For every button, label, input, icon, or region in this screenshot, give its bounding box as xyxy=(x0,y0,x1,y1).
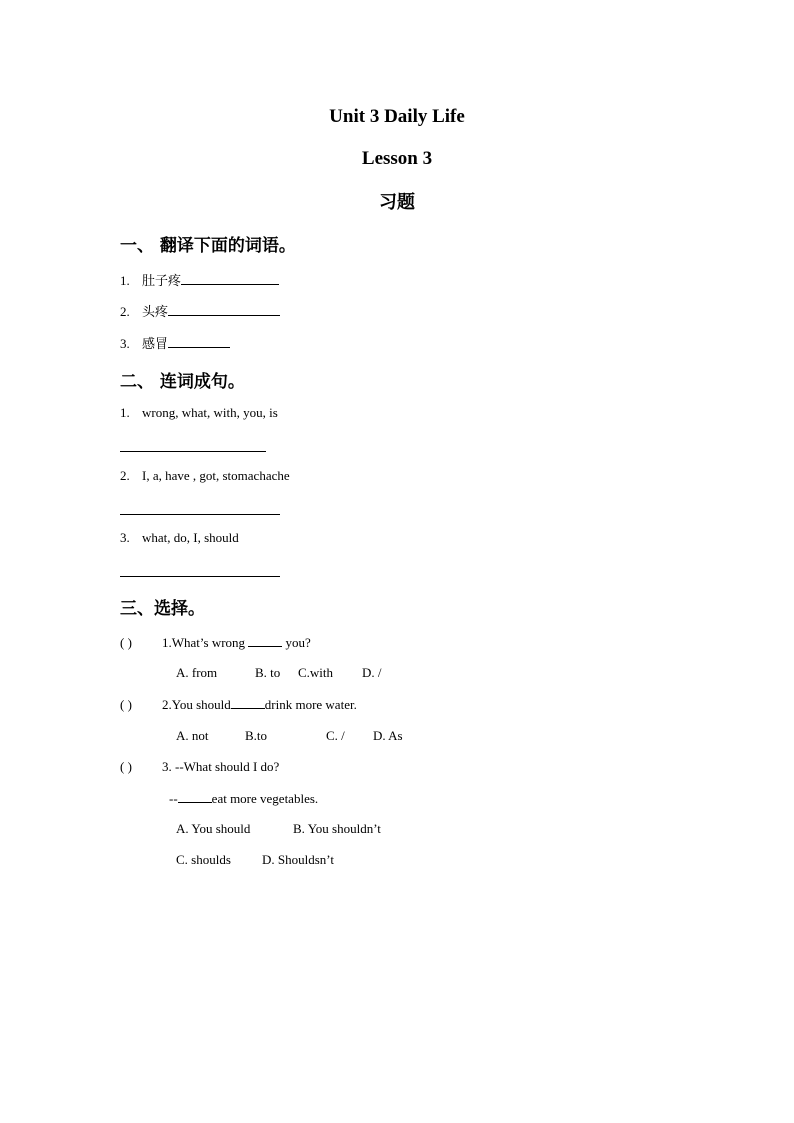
option-a[interactable]: A. from xyxy=(176,665,218,680)
response-text: eat more vegetables. xyxy=(211,791,319,806)
question-3 xyxy=(120,759,279,775)
answer-blank[interactable] xyxy=(178,790,212,803)
item-text: what, do, I, should xyxy=(142,530,239,545)
answer-line[interactable] xyxy=(120,514,280,515)
section2-item-1 xyxy=(120,405,278,421)
question-1 xyxy=(120,634,311,651)
question-text-after: drink more water. xyxy=(264,697,357,712)
exercise-subtitle: 习题 xyxy=(379,192,415,213)
section2-item-2 xyxy=(120,468,290,484)
answer-blank[interactable] xyxy=(248,634,282,647)
lesson-title: Lesson 3 xyxy=(361,148,433,169)
answer-blank[interactable] xyxy=(231,696,265,709)
question-text-after: you? xyxy=(282,635,311,650)
section2-heading: 二、 连词成句。 xyxy=(120,372,245,392)
response-prefix: -- xyxy=(169,791,178,806)
question-3-options-row2 xyxy=(176,852,334,868)
question-2 xyxy=(120,696,357,713)
section1-item-3 xyxy=(120,333,230,352)
option-d[interactable]: D. / xyxy=(362,665,382,680)
answer-blank[interactable] xyxy=(181,272,279,285)
item-text: 肚子疼 xyxy=(142,274,182,289)
answer-parentheses[interactable]: ( ) xyxy=(120,759,132,774)
option-b[interactable]: B.to xyxy=(245,728,268,743)
option-d[interactable]: D. As xyxy=(373,728,403,743)
answer-line[interactable] xyxy=(120,451,266,452)
item-text: 头疼 xyxy=(142,305,169,320)
answer-blank[interactable] xyxy=(168,303,280,316)
answer-parentheses[interactable]: ( ) xyxy=(120,635,132,650)
question-text-before: 2.You should xyxy=(162,697,231,712)
answer-line[interactable] xyxy=(120,576,280,577)
section3-heading: 三、选择。 xyxy=(120,599,205,619)
option-b[interactable]: B. to xyxy=(255,665,281,680)
question-3-options-row1 xyxy=(176,821,381,837)
answer-parentheses[interactable]: ( ) xyxy=(120,697,132,712)
option-a[interactable]: A. You should xyxy=(176,821,251,836)
item-text: I, a, have , got, stomachache xyxy=(142,468,290,483)
option-c[interactable]: C.with xyxy=(298,665,334,680)
option-b[interactable]: B. You shouldn’t xyxy=(293,821,381,836)
item-number: 2. xyxy=(120,468,130,483)
item-number: 1. xyxy=(120,405,130,420)
section1-item-1 xyxy=(120,270,279,289)
section2-item-3 xyxy=(120,530,239,546)
question-3-response xyxy=(169,790,318,807)
item-text: 感冒 xyxy=(142,337,169,352)
item-number: 2. xyxy=(120,304,130,319)
option-c[interactable]: C. / xyxy=(326,728,345,743)
option-d[interactable]: D. Shouldsn’t xyxy=(262,852,334,867)
item-text: wrong, what, with, you, is xyxy=(142,405,278,420)
question-1-options xyxy=(176,665,382,681)
section1-item-2 xyxy=(120,301,280,320)
option-c[interactable]: C. shoulds xyxy=(176,852,231,867)
section1-heading: 一、 翻译下面的词语。 xyxy=(120,236,296,256)
item-number: 3. xyxy=(120,530,130,545)
item-number: 3. xyxy=(120,336,130,351)
answer-blank[interactable] xyxy=(168,335,230,348)
question-text-before: 1.What’s wrong xyxy=(162,635,249,650)
question-2-options xyxy=(176,728,403,744)
item-number: 1. xyxy=(120,273,130,288)
option-a[interactable]: A. not xyxy=(176,728,209,743)
question-text: 3. --What should I do? xyxy=(162,759,280,774)
page-title: Unit 3 Daily Life xyxy=(329,106,465,127)
